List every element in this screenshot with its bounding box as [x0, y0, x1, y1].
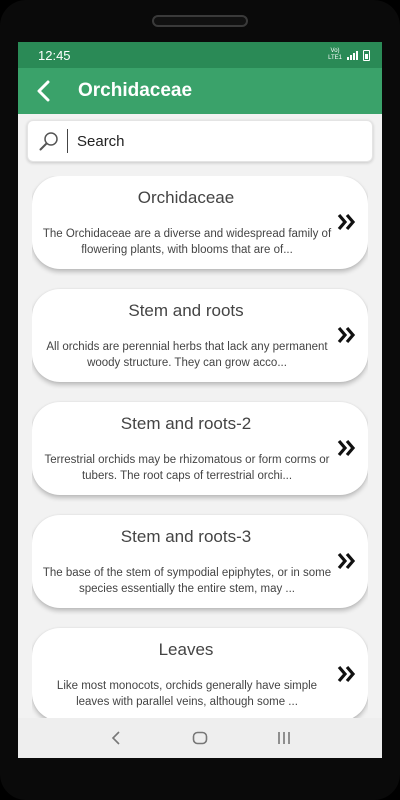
back-button[interactable] — [32, 79, 56, 103]
double-chevron-right-icon — [336, 438, 356, 458]
double-chevron-right-icon — [336, 212, 356, 232]
search-divider — [67, 129, 68, 153]
search-input[interactable] — [77, 133, 337, 150]
list-item-stem-and-roots[interactable] — [32, 289, 368, 382]
nav-recents-icon — [276, 731, 292, 745]
status-bar — [18, 42, 382, 68]
volte-indicator — [328, 48, 342, 62]
page-title: Orchidaceae — [78, 80, 193, 101]
search-icon[interactable] — [34, 126, 64, 156]
volte-label: Vo) — [330, 48, 340, 54]
nav-recents-button[interactable] — [272, 726, 296, 750]
system-nav-bar — [18, 718, 382, 758]
item-description: Like most monocots, orchids generally have simple leaves with parallel veins, although some ... — [56, 680, 318, 708]
list-item-stem-and-roots-2[interactable] — [32, 402, 368, 495]
double-chevron-right-icon — [336, 325, 356, 345]
status-time: 12:45 — [38, 47, 71, 63]
arrow-left-icon — [36, 80, 52, 102]
double-chevron-right-icon — [336, 664, 356, 684]
topic-list[interactable] — [32, 176, 368, 718]
list-item-leaves[interactable] — [32, 628, 368, 718]
speaker-grille — [152, 15, 248, 27]
item-title: Stem and roots-3 — [120, 527, 252, 546]
list-item-stem-and-roots-3[interactable] — [32, 515, 368, 608]
item-title: Stem and roots — [128, 301, 244, 320]
item-description: Terrestrial orchids may be rhizomatous or form corms or tubers. The root caps of terrestrial orchi... — [44, 454, 330, 482]
double-chevron-right-icon — [336, 551, 356, 571]
list-item-orchidaceae[interactable] — [32, 176, 368, 269]
screen — [18, 42, 382, 758]
nav-back-icon — [110, 730, 122, 746]
item-description: All orchids are perennial herbs that lack any permanent woody structure. They can grow acco... — [46, 341, 328, 369]
item-title: Leaves — [158, 640, 214, 659]
signal-icon — [347, 51, 358, 60]
item-description: The base of the stem of sympodial epiphytes, or in some species essentially the entire stem, may ... — [42, 567, 332, 595]
nav-back-button[interactable] — [104, 726, 128, 750]
item-title: Orchidaceae — [137, 188, 235, 207]
status-icons — [328, 48, 370, 62]
lte-label: LTE1 — [328, 55, 342, 61]
search-bar[interactable] — [27, 120, 373, 162]
app-bar — [18, 68, 382, 114]
nav-home-icon — [192, 731, 208, 745]
item-description: The Orchidaceae are a diverse and widespread family of flowering plants, with blooms that are of... — [42, 228, 332, 256]
nav-home-button[interactable] — [188, 726, 212, 750]
battery-icon — [363, 50, 370, 61]
item-title: Stem and roots-2 — [120, 414, 252, 433]
